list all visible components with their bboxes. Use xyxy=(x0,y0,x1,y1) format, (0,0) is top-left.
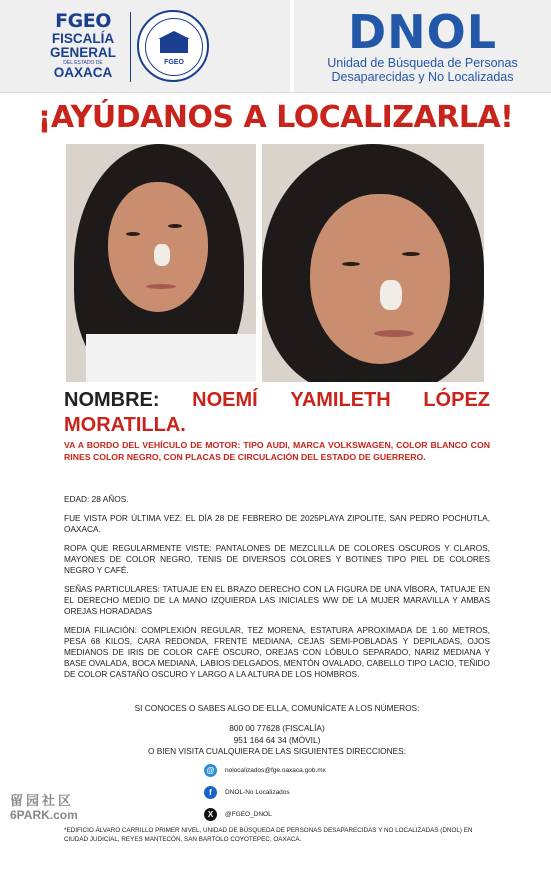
contact-intro: SI CONOCES O SABES ALGO DE ELLA, COMUNÍCATE A LOS NÚMEROS: xyxy=(134,703,420,713)
nose-bandage xyxy=(154,244,170,266)
email-icon: @ xyxy=(204,764,217,777)
footer-address: *EDIFICIO ÁLVARO CARRILLO PRIMER NIVEL, UNIDAD DE BÚSQUEDA DE PERSONAS DESAPARECIDAS Y NO LOCALIZADAS (DNOL) EN CIUDAD JUDICIAL, REYES MANTECÓN, SAN BARTOLO COYOTEPEC, OAXACA. xyxy=(64,827,473,843)
seal-roof xyxy=(158,31,190,39)
fgeo-tiny: DEL ESTADO DE xyxy=(63,60,103,66)
eye xyxy=(342,262,360,266)
page-title: ¡AYÚDANOS A LOCALIZARLA! xyxy=(37,100,514,135)
fgeo-logo-block xyxy=(0,0,290,92)
dnol-logo xyxy=(294,0,551,92)
phone-fiscalia: 800 00 77628 (FISCALÍA) xyxy=(229,723,325,733)
face xyxy=(310,194,450,364)
eye xyxy=(126,232,140,236)
vehicle-info: VA A BORDO DEL VEHÍCULO DE MOTOR: TIPO AUDI, MARCA VOLKSWAGEN, COLOR BLANCO CON RINES COLOR NEGRO, CON PLACAS DE CIRCULACIÓN DEL ESTADO DE GUERRERO. xyxy=(64,440,490,462)
details-block xyxy=(64,494,490,688)
x-handle[interactable]: @FGEO_DNOL xyxy=(225,811,272,819)
photo-right xyxy=(262,144,484,382)
photo-left xyxy=(66,144,256,382)
seal-inner-ring xyxy=(145,18,203,76)
seal-icon xyxy=(137,10,209,82)
fgeo-brand: FGEO xyxy=(55,10,111,32)
x-row xyxy=(204,808,272,821)
dnol-title: DNOL xyxy=(347,5,498,59)
name-last2: MORATILLA. xyxy=(64,414,186,436)
visit-text: O BIEN VISITA CUALQUIERA DE LAS SIGUIENTES DIRECCIONES: xyxy=(147,746,407,756)
seal-label: FGEO xyxy=(164,59,184,66)
age: EDAD: 28 AÑOS. xyxy=(64,494,129,504)
distinguishing-marks: SEÑAS PARTICULARES: TATUAJE EN EL BRAZO DERECHO CON LA FIGURA DE UNA VÍBORA, TATUAJE EN EL DERECHO MEDIO DE LA MANO IZQUIERDA LAS INICIALES WW DE LA MUJER MARAVILLA Y AMBAS OREJAS HORADADAS xyxy=(64,584,490,616)
shirt xyxy=(86,334,256,382)
dnol-subtitle-2: Desaparecidas y No Localizadas xyxy=(331,70,514,84)
facebook-row xyxy=(204,786,290,799)
watermark-line2: 6PARK.com xyxy=(10,808,78,822)
clothing: ROPA QUE REGULARMENTE VISTE: PANTALONES DE MEZCLILLA DE COLORES OSCUROS Y CLAROS, MAYONES DE COLOR NEGRO, TENIS DE DIVERSOS COLORES Y BOTINES TIPO PIEL DE COLORES NEGRO Y CAFÉ. xyxy=(64,543,490,575)
fgeo-line3: OAXACA xyxy=(53,65,113,80)
header-banner xyxy=(0,0,551,93)
name-line-1 xyxy=(64,388,490,413)
name-last1: LÓPEZ xyxy=(423,389,490,411)
last-seen: FUE VISTA POR ÚLTIMA VEZ: EL DÍA 28 DE FEBRERO DE 2025PLAYA ZIPOLITE, SAN PEDRO POCHUTLA, OAXACA. xyxy=(64,513,490,534)
email-address[interactable]: nolocalizados@fge.oaxaca.gob.mx xyxy=(225,767,326,775)
phone-mobile: 951 164 64 34 (MÓVIL) xyxy=(233,735,321,745)
name-first: NOEMÍ xyxy=(192,389,258,411)
seal-building-icon xyxy=(160,39,188,53)
dnol-subtitle-1: Unidad de Búsqueda de Personas xyxy=(327,56,518,70)
mouth xyxy=(146,284,176,289)
fgeo-line1: FISCALÍA xyxy=(51,31,115,46)
watermark-line1: 留园社区 xyxy=(10,793,75,808)
person-name xyxy=(64,388,490,438)
facebook-icon: f xyxy=(204,786,217,799)
mouth xyxy=(374,330,414,337)
eye xyxy=(402,252,420,256)
logo-separator xyxy=(130,12,131,82)
eye xyxy=(168,224,182,228)
nose-bandage xyxy=(380,280,402,310)
facebook-handle[interactable]: DNOL-No Localizados xyxy=(225,789,290,797)
name-middle: YAMILETH xyxy=(290,389,391,411)
fgeo-logo xyxy=(48,10,118,80)
fgeo-line2: GENERAL xyxy=(49,45,116,60)
name-label: NOMBRE: xyxy=(64,389,160,411)
email-row xyxy=(204,764,326,777)
x-icon: X xyxy=(204,808,217,821)
physical-description: MEDIA FILIACIÓN: COMPLEXIÓN REGULAR, TEZ MORENA, ESTATURA APROXIMADA DE 1.60 METROS, PESA 68 KILOS, CARA REDONDA, FRENTE MEDIANA, CEJAS SEMI-POBLADAS Y DEPILADAS, OJOS MEDIANOS DE IRIS DE COLOR CAFÉ OSCURO, OREJAS CON LÓBULO SEPARADO, NARIZ MEDIANA Y BASE OVALADA, BOCA MEDIANA, LABIOS DELGADOS, MENTÓN OVALADO, CABELLO TIPO LACIO, TEÑIDO DE COLOR CASTAÑO OSCURO Y LARGO A LA ALTURA DE LOS HOMBROS. xyxy=(64,625,490,679)
